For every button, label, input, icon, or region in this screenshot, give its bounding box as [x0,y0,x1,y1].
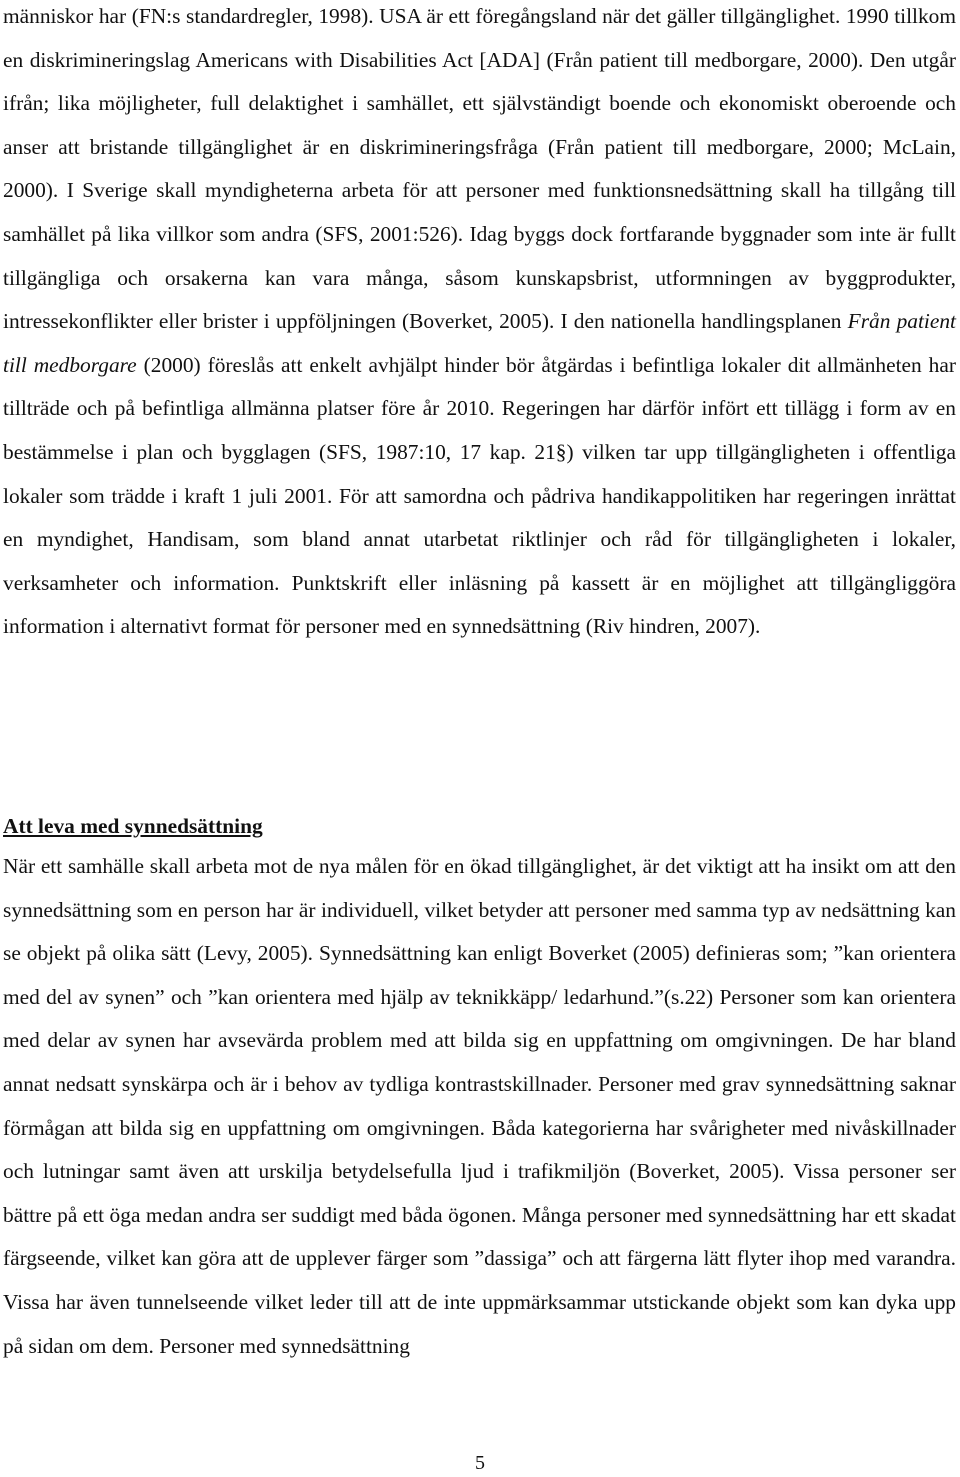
paragraph-text-continued: (2000) föreslås att enkelt avhjälpt hinder bör åtgärdas i befintliga lokaler dit allmänheten har tillträde och på befintliga allmänna platser före år 2010. Regeringen har därför infört ett tillägg i form av en bestämmelse i plan och bygglagen (SFS, 1987:10, 17 kap. 21§) vilken tar upp tillgängligheten i offentliga lokaler som trädde i kraft 1 juli 2001. För att samordna och pådriva handikappolitiken har regeringen inrättat en myndighet, Handisam, som bland annat utarbetat riktlinjer och råd för tillgängligheten i lokaler, verksamheter och information. Punktskrift eller inläsning på kassett är en möjlighet att tillgängliggöra information i alternativt format för personer med en synnedsättning (Riv hindren, 2007). [3,352,956,639]
paragraph-text: människor har (FN:s standardregler, 1998). USA är ett föregångsland när det gäller tillgänglighet. 1990 tillkom en diskrimineringslag Americans with Disabilities Act [ADA] (Från patient till medborgare, 2000). Den utgår ifrån; lika möjligheter, full delaktighet i samhället, ett självständigt boende och ekonomiskt oberoende och anser att bristande tillgänglighet är en diskrimineringsfråga (Från patient till medborgare, 2000; McLain, 2000). I Sverige skall myndigheterna arbeta för att personer med funktionsnedsättning skall ha tillgång till samhället på lika villkor som andra (SFS, 2001:526). Idag byggs dock fortfarande byggnader som inte är fullt tillgängliga och orsakerna kan vara många, såsom kunskapsbrist, utformningen av byggprodukter, intressekonflikter eller brister i uppföljningen (Boverket, 2005). I den nationella handlingsplanen [3,4,956,334]
section-heading: Att leva med synnedsättning [3,814,263,838]
page-number: 5 [475,1452,485,1474]
body-paragraph-accessibility-law [3,0,956,649]
body-paragraph-visual-impairment: När ett samhälle skall arbeta mot de nya målen för en ökad tillgänglighet, är det viktigt att ha insikt om att den synnedsättning som en person har är individuell, vilket betyder att personer med samma typ av nedsättning kan se objekt på olika sätt (Levy, 2005). Synnedsättning kan enligt Boverket (2005) definieras som; ”kan orientera med del av synen” och ”kan orientera med hjälp av teknikkäpp/ ledarhund.”(s.22) Personer som kan orientera med delar av synen har avsevärda problem med att bilda sig en uppfattning om omgivningen. De har bland annat nedsatt synskärpa och är i behov av tydliga kontrastskillnader. Personer med grav synnedsättning saknar förmågan att bilda sig en uppfattning om omgivningen. Båda kategorierna har svårigheter med nivåskillnader och lutningar samt även att urskilja betydelsefulla ljud i trafikmiljön (Boverket, 2005). Vissa personer ser bättre på ett öga medan andra ser suddigt med båda ögonen. Många personer med synnedsättning har ett skadat färgseende, vilket kan göra att de upplever färger som ”dassiga” och att färgerna lätt flyter ihop med varandra. Vissa har även tunnelseende vilket leder till att de inte uppmärksammar utstickande objekt som kan dyka upp på sidan om dem. Personer med synnedsättning [3,854,956,1358]
italic-document-title: Från patient till medborgare [3,309,956,377]
